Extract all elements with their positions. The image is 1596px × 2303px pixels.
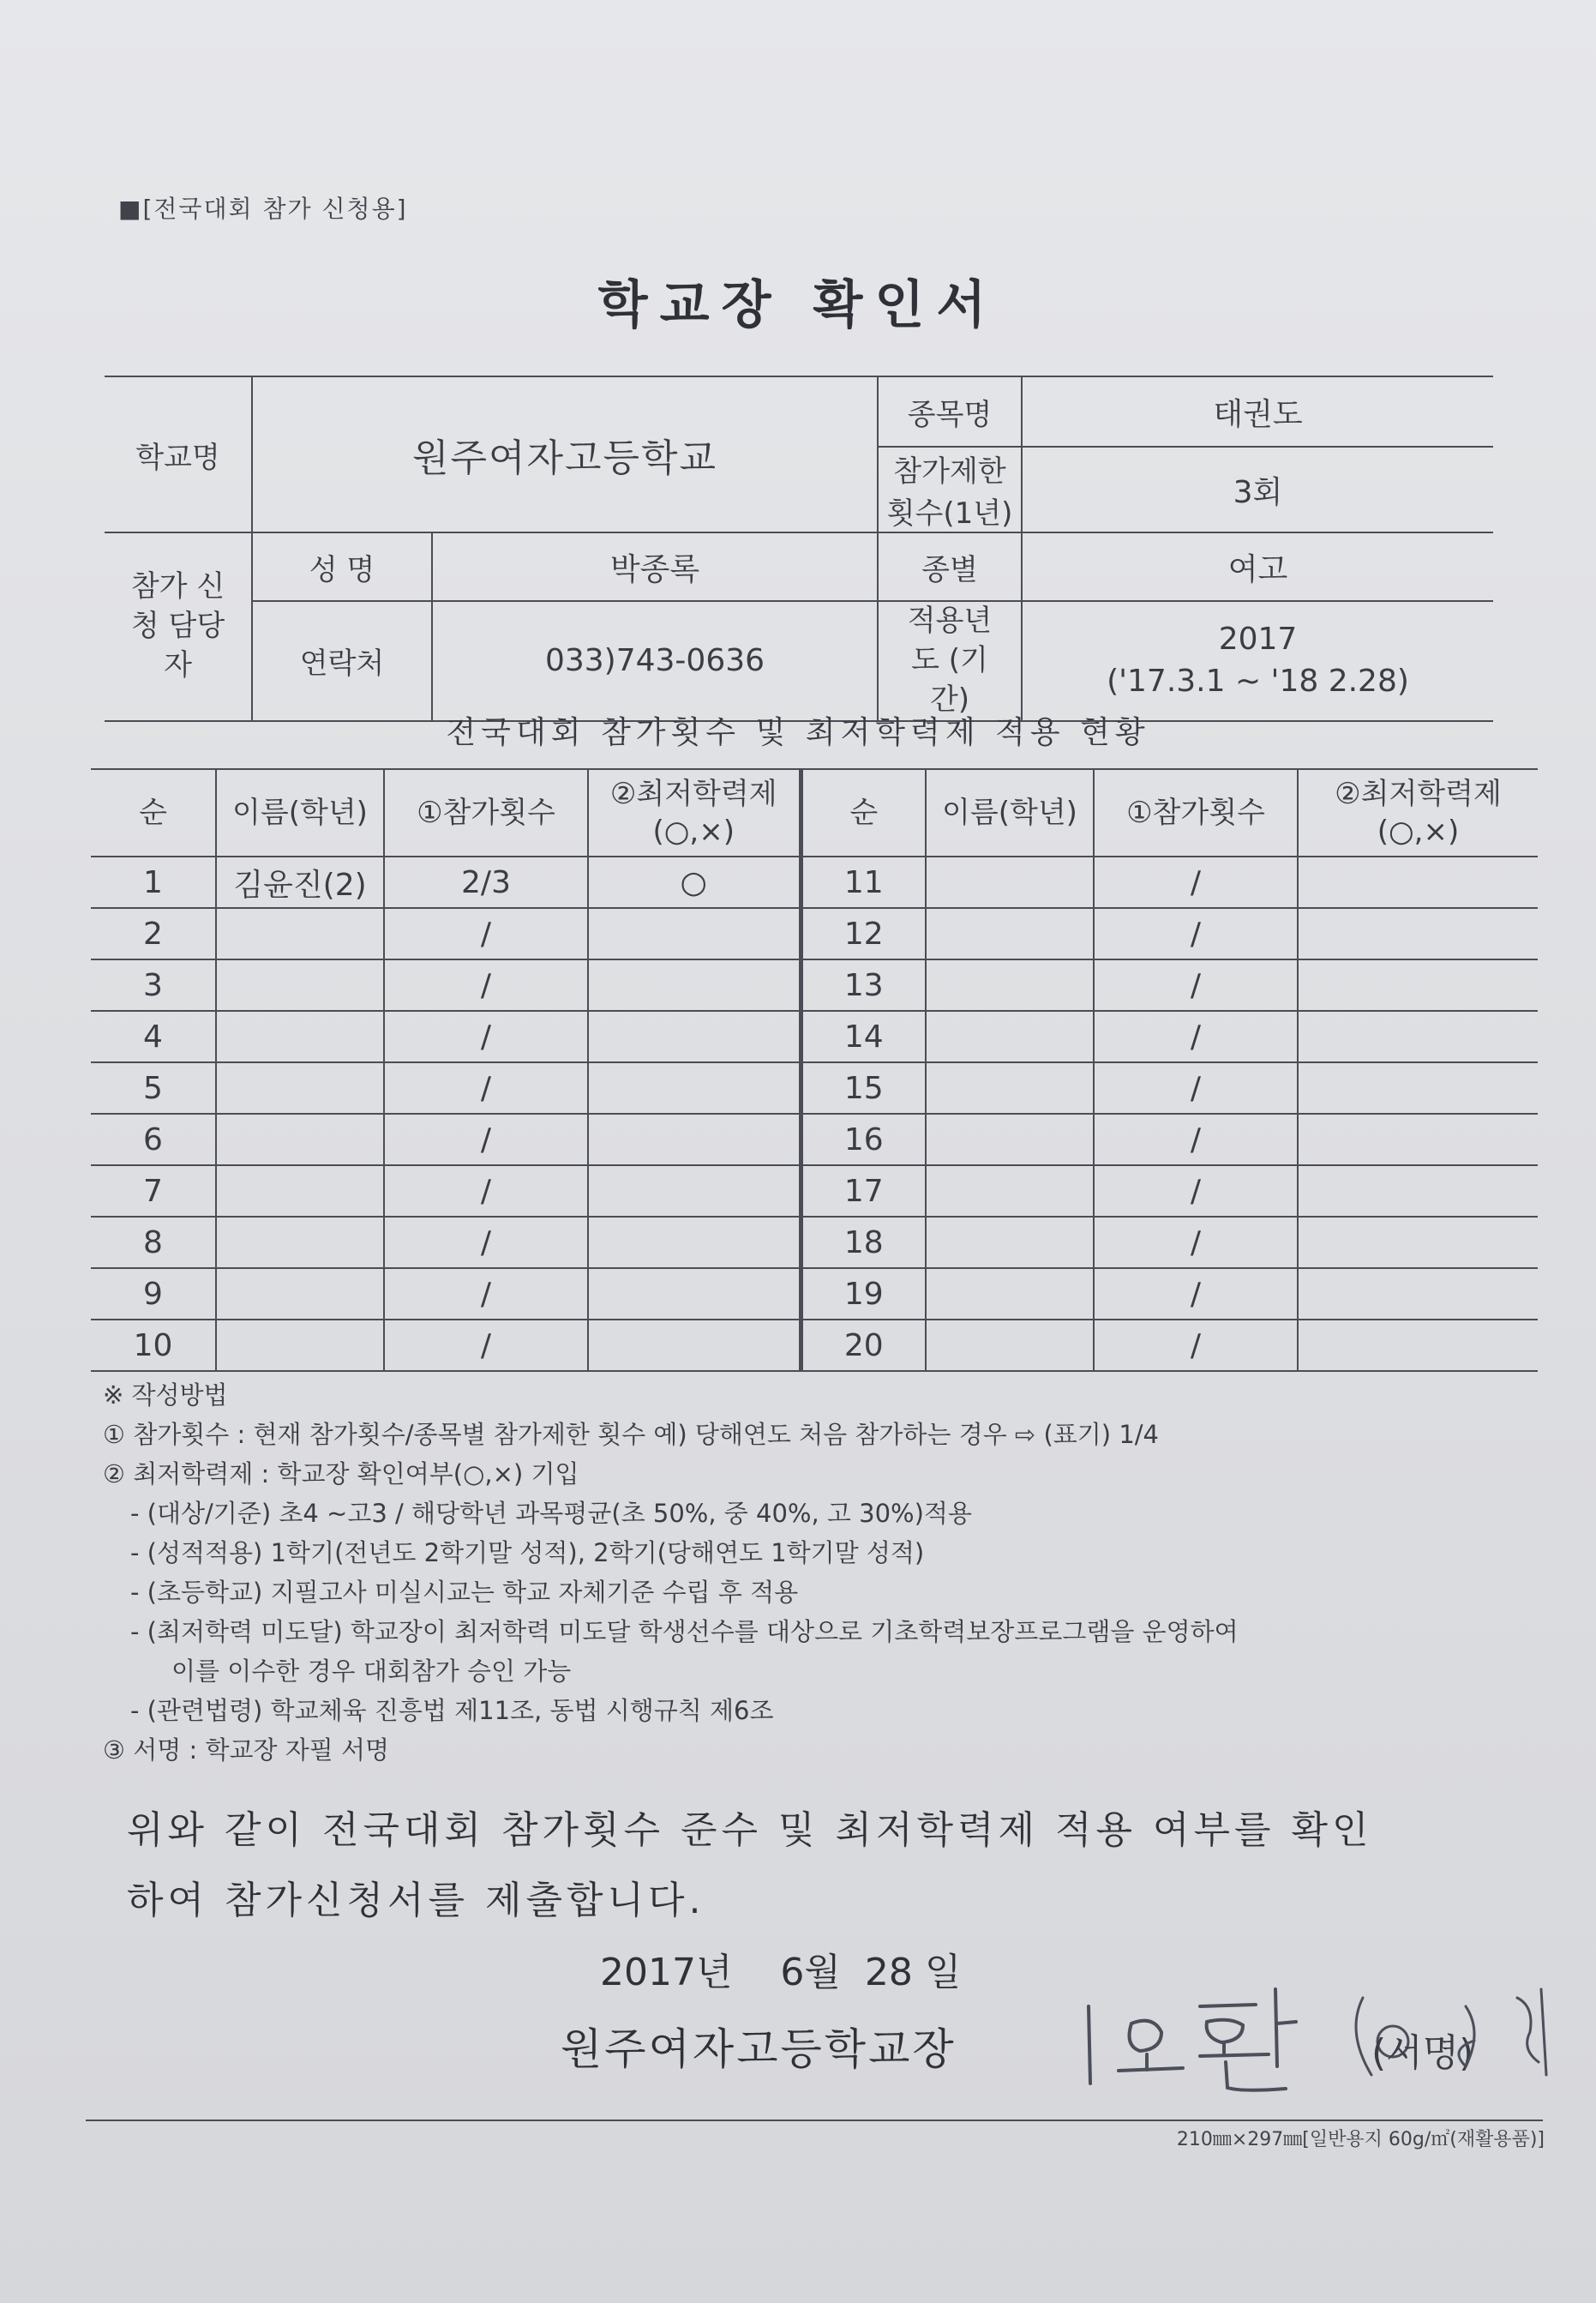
table-row [91,1011,1538,1062]
row-no: 11 [801,857,926,908]
col-acad-header-right-line2: (○,×) [1377,815,1460,849]
table-row [91,1062,1538,1114]
table-row [91,1217,1538,1268]
row-no: 1 [91,857,216,908]
row-count: / [384,959,588,1011]
row-no: 4 [91,1011,216,1062]
principal-title: 원주여자고등학교장 [561,2024,957,2074]
row-acad [1298,1114,1538,1165]
row-acad [1298,1165,1538,1217]
row-name [926,959,1094,1011]
col-acad-header-right-line1: ②최저학력제 [1335,776,1502,811]
row-no: 10 [91,1320,216,1371]
row-acad [588,1114,801,1165]
row-name [926,1011,1094,1062]
row-count: / [1094,1011,1298,1062]
row-count: / [384,1320,588,1371]
row-count: / [384,1217,588,1268]
table-row [91,1320,1538,1371]
col-acad-header-right [1298,769,1538,857]
note-2-sub-4a: - (최저학력 미도달) 학교장이 최저학력 미도달 학생선수를 대상으로 기초학력보장프로그램을 운영하여 [130,1617,1239,1646]
info-table [105,376,1493,722]
col-acad-header [588,769,801,857]
year-cell [1022,601,1493,721]
row-acad [588,1165,801,1217]
seal-label: (서명) [1371,2031,1474,2075]
row-acad [588,1320,801,1371]
col-no-header-right: 순 [801,769,926,857]
row-acad [1298,1062,1538,1114]
row-count: / [384,1165,588,1217]
col-count-header-right: ①참가횟수 [1094,769,1298,857]
row-count: 2/3 [384,857,588,908]
row-acad [1298,857,1538,908]
row-no: 9 [91,1268,216,1320]
name-value: 박종록 [432,532,878,601]
row-name [926,1165,1094,1217]
row-acad [588,1217,801,1268]
row-name [926,1062,1094,1114]
col-name-header-right: 이름(학년) [926,769,1094,857]
row-no: 6 [91,1114,216,1165]
row-acad [1298,1217,1538,1268]
row-no: 16 [801,1114,926,1165]
row-acad [588,1011,801,1062]
row-no: 7 [91,1165,216,1217]
col-no-header: 순 [91,769,216,857]
col-count-header: ①참가횟수 [384,769,588,857]
year-label: 적용년도 (기간) [878,601,1022,721]
note-2-sub-5: - (관련법령) 학교체육 진흥법 제11조, 동법 시행규칙 제6조 [130,1696,774,1725]
table-row [91,1114,1538,1165]
row-count: / [1094,1114,1298,1165]
row-name [926,1320,1094,1371]
declaration-line-2: 하여 참가신청서를 제출합니다. [127,1879,705,1922]
row-name [926,857,1094,908]
note-1: ① 참가횟수 : 현재 참가횟수/종목별 참가제한 횟수 예) 당해연도 처음 참가하는 경우 ⇨ (표기) 1/4 [103,1420,1159,1449]
instructions [103,1375,1543,1770]
row-acad [1298,1268,1538,1320]
table-row [91,1268,1538,1320]
row-count: / [384,1268,588,1320]
bottom-rule [86,2120,1543,2121]
row-name [216,1011,384,1062]
contact-label: 연락처 [252,601,432,721]
contact-value: 033)743-0636 [432,601,878,721]
seal-signature-scribble [1337,1981,1560,2084]
row-name [216,1114,384,1165]
table-row [91,1165,1538,1217]
row-name [216,908,384,959]
row-count: / [1094,1268,1298,1320]
row-acad [588,908,801,959]
row-count: / [384,1011,588,1062]
name-label: 성 명 [252,532,432,601]
note-2-sub-2: - (성적적용) 1학기(전년도 2학기말 성적), 2학기(당해연도 1학기말 성적) [130,1538,925,1567]
row-name [926,1217,1094,1268]
row-name [216,1320,384,1371]
table-row [91,857,1538,908]
document-title: 학교장 확인서 [597,275,999,335]
notes-title: ※ 작성방법 [103,1380,228,1410]
row-no: 17 [801,1165,926,1217]
row-count: / [1094,1320,1298,1371]
row-count: / [1094,959,1298,1011]
note-2: ② 최저학력제 : 학교장 확인여부(○,×) 기입 [103,1459,579,1488]
note-2-sub-4b: 이를 이수한 경우 대회참가 승인 가능 [171,1657,572,1686]
row-acad [588,1062,801,1114]
row-name [216,1062,384,1114]
row-no: 20 [801,1320,926,1371]
paper-spec: 210㎜×297㎜[일반용지 60g/㎡(재활용품)] [1176,2129,1545,2150]
row-no: 12 [801,908,926,959]
division-value: 여고 [1022,532,1493,601]
row-count: / [1094,908,1298,959]
row-no: 15 [801,1062,926,1114]
section-title: 전국대회 참가횟수 및 최저학력제 적용 현황 [446,715,1150,750]
row-no: 5 [91,1062,216,1114]
row-no: 19 [801,1268,926,1320]
table-row [91,908,1538,959]
declaration-line-1: 위와 같이 전국대회 참가횟수 준수 및 최저학력제 적용 여부를 확인 [127,1808,1373,1852]
row-acad [1298,908,1538,959]
manager-label: 참가 신청 담당자 [105,532,252,721]
row-acad [588,1268,801,1320]
note-2-sub-3: - (초등학교) 지필고사 미실시교는 학교 자체기준 수립 후 적용 [130,1578,799,1607]
row-count: / [384,908,588,959]
note-2-sub-1: - (대상/기준) 초4 ~고3 / 해당학년 과목평균(초 50%, 중 40%, 고 30%)적용 [130,1499,972,1528]
division-label: 종별 [878,532,1022,601]
row-name [216,1165,384,1217]
event-value: 태권도 [1022,376,1493,447]
participation-table [91,768,1538,1372]
row-acad [588,959,801,1011]
table-row [91,959,1538,1011]
row-name [926,908,1094,959]
row-no: 8 [91,1217,216,1268]
row-acad [1298,1320,1538,1371]
event-label: 종목명 [878,376,1022,447]
row-count: / [384,1062,588,1114]
school-label: 학교명 [105,376,252,532]
limit-value: 3회 [1022,447,1493,532]
row-no: 13 [801,959,926,1011]
row-name [216,1268,384,1320]
row-acad [1298,959,1538,1011]
row-acad: ○ [588,857,801,908]
row-count: / [1094,1165,1298,1217]
row-name [926,1268,1094,1320]
row-count: / [1094,1062,1298,1114]
school-name: 원주여자고등학교 [252,376,878,532]
row-count: / [1094,1217,1298,1268]
row-count: / [1094,857,1298,908]
row-acad [1298,1011,1538,1062]
table-header-row [91,769,1538,857]
document-date: 2017년 6월 28 일 [600,1951,962,1994]
year-value: 2017 [1218,622,1298,658]
row-no: 18 [801,1217,926,1268]
period-value: ('17.3.1 ~ '18 2.28) [1107,663,1409,699]
row-no: 2 [91,908,216,959]
handwritten-signature [1071,1972,1380,2101]
note-3: ③ 서명 : 학교장 자필 서명 [103,1735,389,1765]
row-no: 14 [801,1011,926,1062]
col-acad-header-line1: ②최저학력제 [609,776,777,811]
row-no: 3 [91,959,216,1011]
declaration [127,1795,1541,1936]
limit-label: 참가제한 횟수(1년) [878,447,1022,532]
row-count: / [384,1114,588,1165]
row-name [926,1114,1094,1165]
row-name [216,1217,384,1268]
col-name-header: 이름(학년) [216,769,384,857]
col-acad-header-line2: (○,×) [652,815,735,849]
form-header-label: ■[전국대회 참가 신청용] [118,195,408,223]
row-name: 김윤진(2) [216,857,384,908]
row-name [216,959,384,1011]
